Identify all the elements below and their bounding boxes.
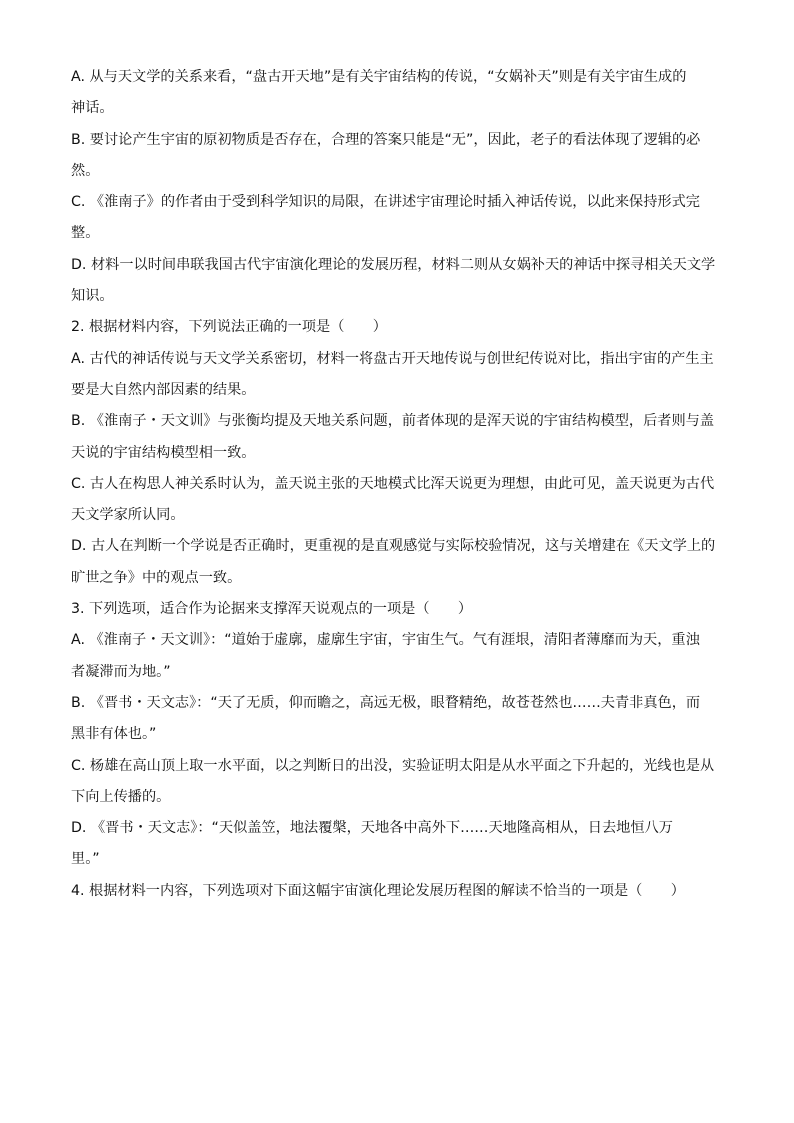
q2-option-b-line-1: B. 《淮南子・天文训》与张衡均提及天地关系问题，前者体现的是浑天说的宇宙结构模型，后者则与盖	[71, 413, 715, 430]
q2-option-c-line-2: 天文学家所认同。	[71, 507, 185, 524]
question-4-stem: 4. 根据材料一内容，下列选项对下面这幅宇宙演化理论发展历程图的解读不恰当的一项是（ ）	[71, 882, 685, 899]
q3-option-a-line-1: A. 《淮南子・天文训》：“道始于虚廓，虚廓生宇宙，宇宙生气。气有涯垠，清阳者薄靡而为天，重浊	[71, 632, 700, 649]
option-d-line-2: 知识。	[71, 288, 114, 305]
q2-option-a-line-1: A. 古代的神话传说与天文学关系密切，材料一将盘古开天地传说与创世纪传说对比，指出宇宙的产生主	[71, 350, 714, 367]
option-a-line-1: A. 从与天文学的关系来看，“盘古开天地”是有关宇宙结构的传说，“女娲补天”则是有关宇宙生成的	[71, 69, 687, 85]
q3-option-a-line-2: 者凝滞而为地。”	[71, 663, 171, 680]
q3-option-b-line-1: B. 《晋书・天文志》：“天了无质，仰而瞻之，高远无极，眼瞀精绝，故苍苍然也……夫青非真色，而	[71, 694, 701, 711]
q3-option-c-line-2: 下向上传播的。	[71, 788, 171, 805]
q3-option-d-line-1: D. 《晋书・天文志》：“天似盖笠，地法覆槃，天地各中高外下……天地隆高相从，日去地恒八万	[71, 820, 673, 837]
option-b-line-2: 然。	[71, 162, 100, 179]
option-c-line-1: C. 《淮南子》的作者由于受到科学知识的局限，在讲述宇宙理论时插入神话传说，以此来保持形式完	[71, 194, 700, 211]
q2-option-b-line-2: 天说的宇宙结构模型相一致。	[71, 444, 256, 461]
q2-option-a-line-2: 要是大自然内部因素的结果。	[71, 381, 256, 398]
q3-option-b-line-2: 黑非有体也。”	[71, 726, 157, 743]
question-2-stem: 2. 根据材料内容，下列说法正确的一项是（ ）	[71, 319, 387, 336]
question-3-stem: 3. 下列选项，适合作为论据来支撑浑天说观点的一项是（ ）	[71, 601, 473, 618]
document-body	[71, 62, 721, 907]
q3-option-d-line-2: 里。”	[71, 851, 100, 868]
q3-option-c-line-1: C. 杨雄在高山顶上取一水平面，以之判断日的出没，实验证明太阳是从水平面之下升起的，光线也是从	[71, 757, 715, 774]
option-a-line-2: 神话。	[71, 100, 114, 117]
option-b-line-1: B. 要讨论产生宇宙的原初物质是否存在，合理的答案只能是“无”，因此，老子的看法体现了逻辑的必	[71, 131, 701, 148]
option-d-line-1: D. 材料一以时间串联我国古代宇宙演化理论的发展历程，材料二则从女娲补天的神话中探寻相关天文学	[71, 256, 716, 273]
q2-option-d-line-1: D. 古人在判断一个学说是否正确时，更重视的是直观感觉与实际校验情况，这与关增建在《天文学上的	[71, 538, 716, 555]
q2-option-c-line-1: C. 古人在构思人神关系时认为，盖天说主张的天地模式比浑天说更为理想，由此可见，盖天说更为古代	[71, 475, 715, 492]
option-c-line-2: 整。	[71, 225, 100, 242]
q2-option-d-line-2: 旷世之争》中的观点一致。	[71, 569, 242, 586]
